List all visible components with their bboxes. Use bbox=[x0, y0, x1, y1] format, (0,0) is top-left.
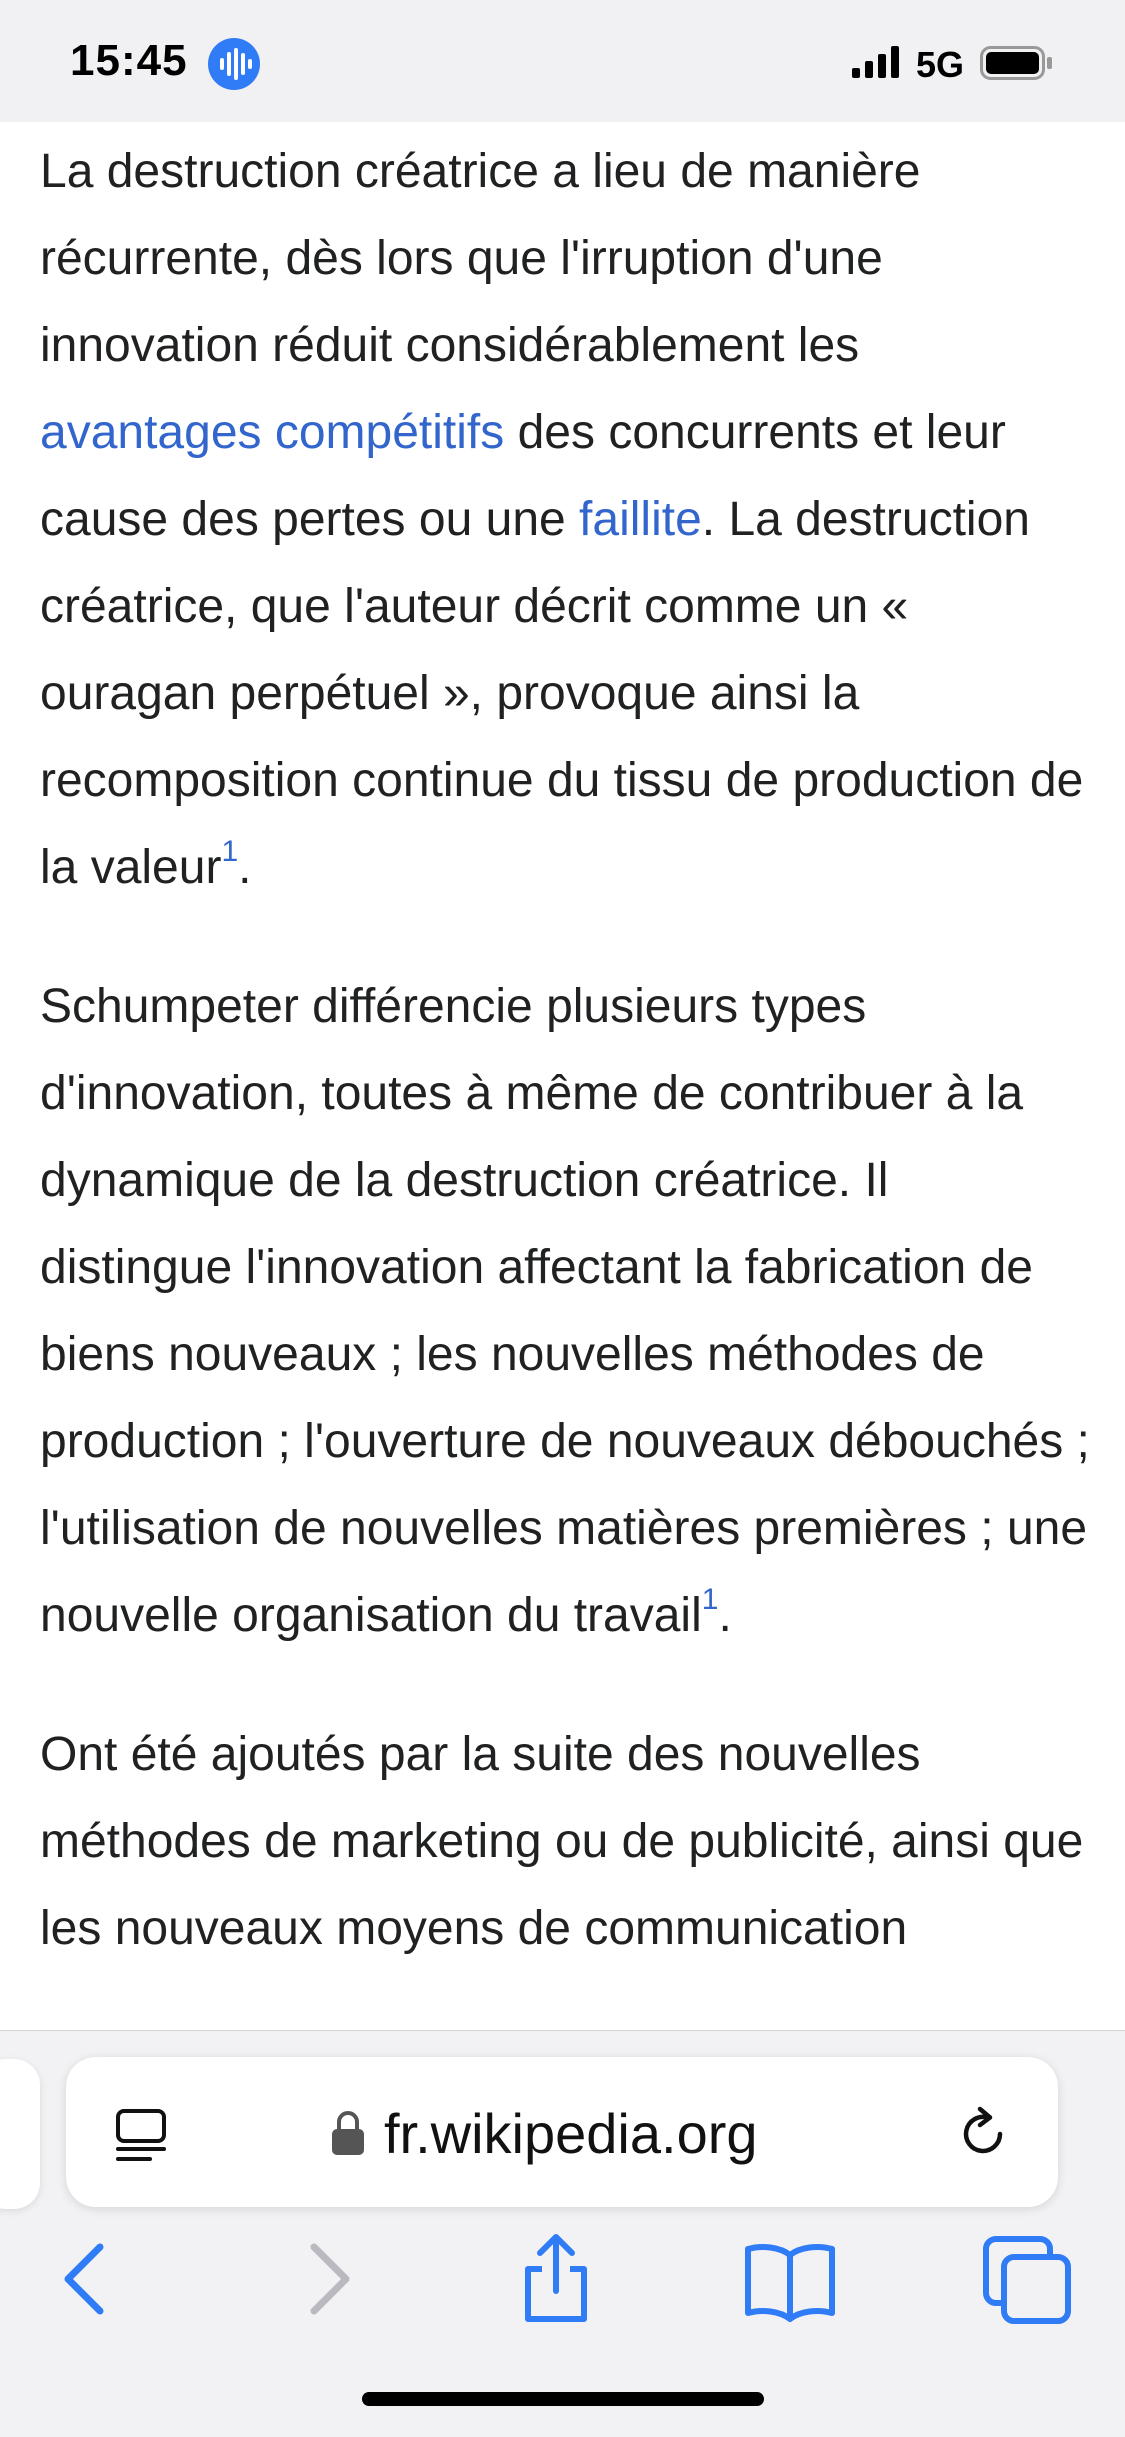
paragraph-text: La destruction créatrice a lieu de manière récurrente, dès lors que l'irruption d'une innovation réduit considérablement les bbox=[40, 145, 921, 372]
bookmarks-icon[interactable] bbox=[740, 2229, 840, 2329]
paragraph-destruction-creatrice bbox=[40, 128, 1090, 911]
reference-link[interactable] bbox=[701, 1583, 719, 1642]
paragraph-text: . bbox=[238, 841, 252, 894]
paragraph-text: Ont été ajoutés par la suite des nouvelles méthodes de marketing ou de publicité, ainsi que les nouveaux moyens de communication bbox=[40, 1728, 1084, 1955]
reference-number: 1 bbox=[701, 1583, 719, 1616]
paragraph-text: Schumpeter différencie plusieurs types d'innovation, toutes à même de contribuer à la dynamique de la destruction créatrice. Il distingue l'innovation affectant la fabrication de biens nouveaux ; les nouvelles méthodes de production ; l'ouverture de nouveaux débouchés ; l'utilisation de nouvelles matières premières ; une nouvelle organisation du travail bbox=[40, 980, 1090, 1642]
article-content bbox=[40, 128, 1090, 2024]
tabs-icon[interactable] bbox=[978, 2229, 1078, 2329]
paragraph-marketing bbox=[40, 1711, 1090, 1972]
forward-icon[interactable] bbox=[278, 2229, 378, 2329]
previous-tab-preview[interactable] bbox=[0, 2059, 40, 2209]
lock-icon bbox=[330, 2109, 366, 2157]
paragraph-types-innovation bbox=[40, 963, 1090, 1659]
link-faillite[interactable]: faillite bbox=[579, 493, 702, 546]
back-icon[interactable] bbox=[36, 2229, 136, 2329]
paragraph-text: des concurrents et leur cause des pertes ou une bbox=[40, 406, 1006, 546]
reload-icon[interactable] bbox=[952, 2103, 1014, 2165]
battery-icon bbox=[980, 46, 1054, 80]
paragraph-text: . La destruction créatrice, que l'auteur décrit comme un « ouragan perpétuel », provoque ainsi la recomposition continue du tissu de production de la valeur bbox=[40, 493, 1084, 894]
share-icon[interactable] bbox=[506, 2229, 606, 2329]
signal-icon bbox=[852, 46, 904, 78]
reader-mode-icon[interactable] bbox=[110, 2105, 172, 2167]
status-bar bbox=[0, 0, 1125, 122]
paragraph-text: . bbox=[718, 1589, 732, 1642]
home-indicator[interactable] bbox=[362, 2392, 764, 2406]
address-bar[interactable] bbox=[66, 2057, 1058, 2207]
reference-link[interactable] bbox=[221, 835, 239, 894]
address-url[interactable]: fr.wikipedia.org bbox=[384, 2102, 758, 2165]
status-time: 15:45 bbox=[70, 36, 188, 85]
link-avantages-competitifs[interactable]: avantages compétitifs bbox=[40, 406, 505, 459]
voice-recording-icon[interactable] bbox=[208, 38, 260, 90]
reference-number: 1 bbox=[221, 835, 239, 868]
browser-bottom-bar bbox=[0, 2030, 1125, 2437]
network-label: 5G bbox=[916, 44, 965, 85]
